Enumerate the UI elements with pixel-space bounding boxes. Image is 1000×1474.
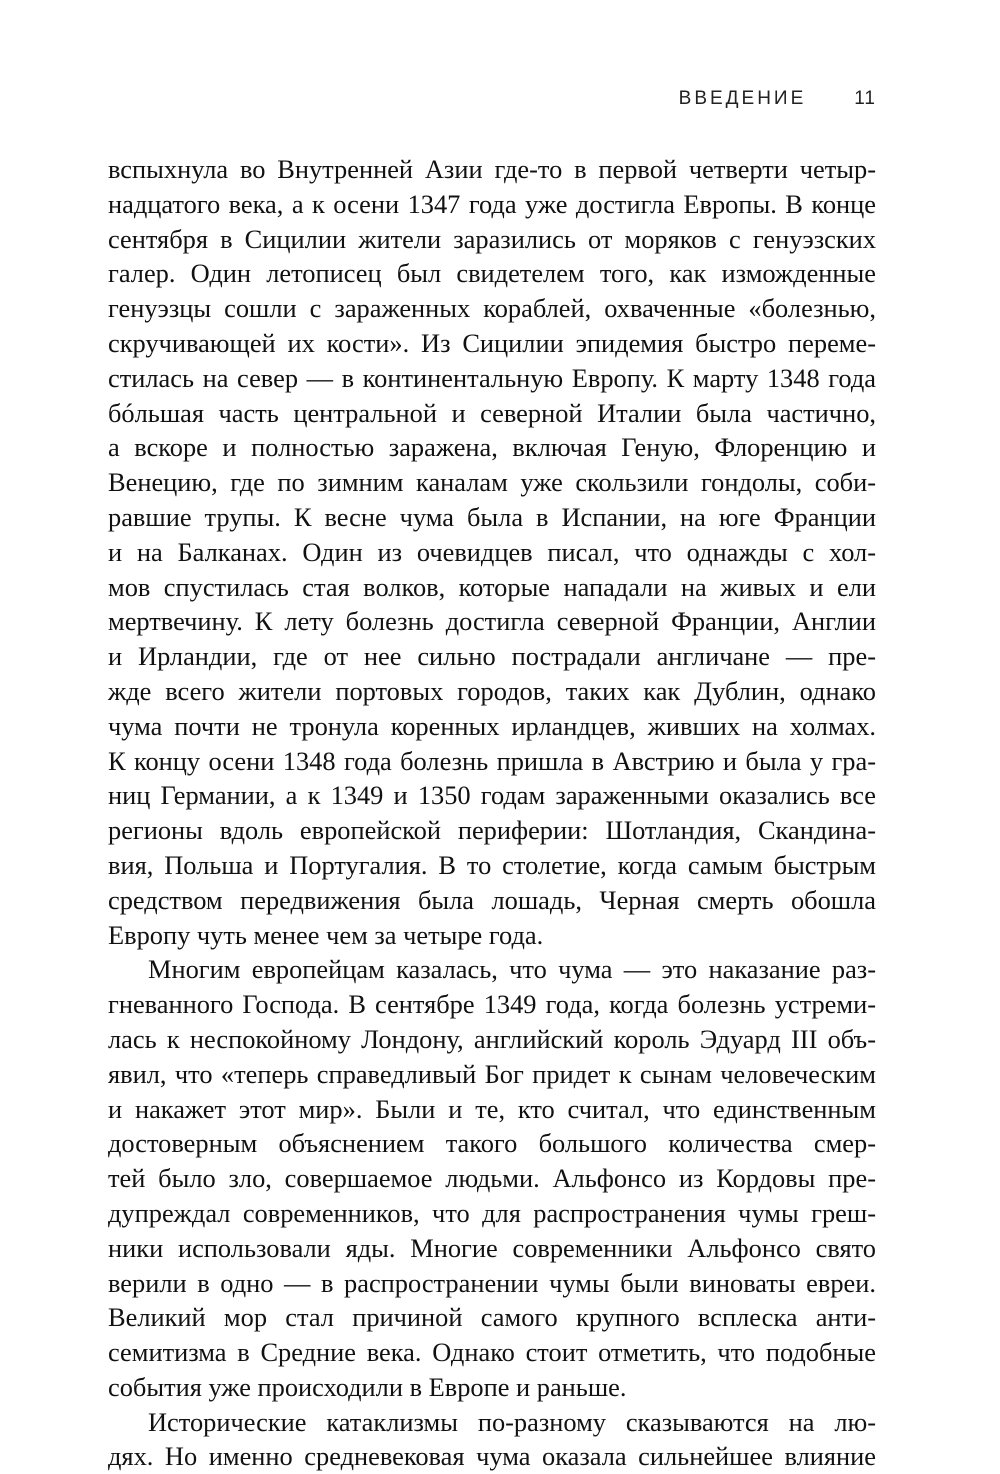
text-line: достоверным объяснением такого большого количества смер- — [108, 1128, 876, 1159]
text-line: тей было зло, совершаемое людьми. Альфонсо из Кордовы пре- — [108, 1163, 876, 1194]
text-line: надцатого века, а к осени 1347 года уже достигла Европы. В конце — [108, 188, 876, 219]
paragraph-3 — [108, 1405, 876, 1474]
text-line: бóльшая часть центральной и северной Италии была частично, — [108, 397, 876, 428]
page-number: 11 — [854, 88, 876, 109]
paragraph-2 — [108, 952, 876, 1404]
text-line: Исторические катаклизмы по-разному сказываются на лю- — [148, 1406, 876, 1437]
text-line: и на Балканах. Один из очевидцев писал, что однажды с хол- — [108, 536, 876, 567]
text-line: и Ирландии, где от нее сильно пострадали англичане — пре- — [108, 641, 876, 672]
text-line: вия, Польша и Португалия. В то столетие, когда самым быстрым — [108, 849, 876, 880]
text-line: гневанного Господа. В сентябре 1349 года, когда болезнь устреми- — [108, 989, 876, 1020]
paragraph-1 — [108, 152, 876, 952]
text-line: верили в одно — в распространении чумы были виноваты евреи. — [108, 1267, 876, 1298]
text-line: чума почти не тронула коренных ирландцев, живших на холмах. — [108, 710, 876, 741]
text-line: лась к неспокойному Лондону, английский король Эдуард III объ- — [108, 1023, 876, 1054]
body-text — [108, 152, 876, 1474]
section-title: ВВЕДЕНИЕ — [678, 88, 807, 109]
text-line: сентября в Сицилии жители заразились от моряков с генуэзских — [108, 223, 876, 254]
text-line: равшие трупы. К весне чума была в Испании, на юге Франции — [108, 501, 876, 532]
text-line: семитизма в Средние века. Однако стоит отметить, что подобные — [108, 1337, 876, 1368]
text-line: Венецию, где по зимним каналам уже скользили гондолы, соби- — [108, 467, 876, 498]
text-line: дях. Но именно средневековая чума оказала сильнейшее влияние — [108, 1441, 876, 1472]
text-line: генуэзцы сошли с зараженных кораблей, охваченные «болезнью, — [108, 293, 876, 324]
text-line: события уже происходили в Европе и раньше. — [108, 1371, 627, 1402]
text-line: средством передвижения была лошадь, Черная смерть обошла — [108, 884, 876, 915]
running-head — [679, 88, 876, 110]
text-line: галер. Один летописец был свидетелем того, как изможденные — [108, 258, 876, 289]
text-line: мов спустилась стая волков, которые нападали на живых и ели — [108, 571, 876, 602]
text-line: ниц Германии, а к 1349 и 1350 годам зараженными оказались все — [108, 780, 876, 811]
text-line: а вскоре и полностью заражена, включая Геную, Флоренцию и — [108, 432, 876, 463]
text-line: стилась на север — в континентальную Европу. К марту 1348 года — [108, 362, 876, 393]
text-line: Великий мор стал причиной самого крупного всплеска анти- — [108, 1302, 876, 1333]
text-line: вспыхнула во Внутренней Азии где-то в первой четверти четыр- — [108, 154, 876, 184]
text-line: дупреждал современников, что для распространения чумы греш- — [108, 1197, 876, 1228]
text-line: К концу осени 1348 года болезнь пришла в Австрию и была у гра- — [108, 745, 876, 776]
text-line: жде всего жители портовых городов, таких как Дублин, однако — [108, 675, 876, 706]
text-line: ники использовали яды. Многие современники Альфонсо свято — [108, 1232, 876, 1263]
text-line: Многим европейцам казалась, что чума — это наказание раз- — [148, 954, 876, 985]
text-line: мертвечину. К лету болезнь достигла северной Франции, Англии — [108, 606, 876, 637]
text-line: явил, что «теперь справедливый Бог придет к сынам человеческим — [108, 1058, 876, 1089]
text-line: Европу чуть менее чем за четыре года. — [108, 919, 544, 950]
text-line: и накажет этот мир». Были и те, кто считал, что единственным — [108, 1093, 876, 1124]
text-line: скручивающей их кости». Из Сицилии эпидемия быстро переме- — [108, 327, 876, 358]
text-line: регионы вдоль европейской периферии: Шотландия, Скандина- — [108, 815, 876, 846]
